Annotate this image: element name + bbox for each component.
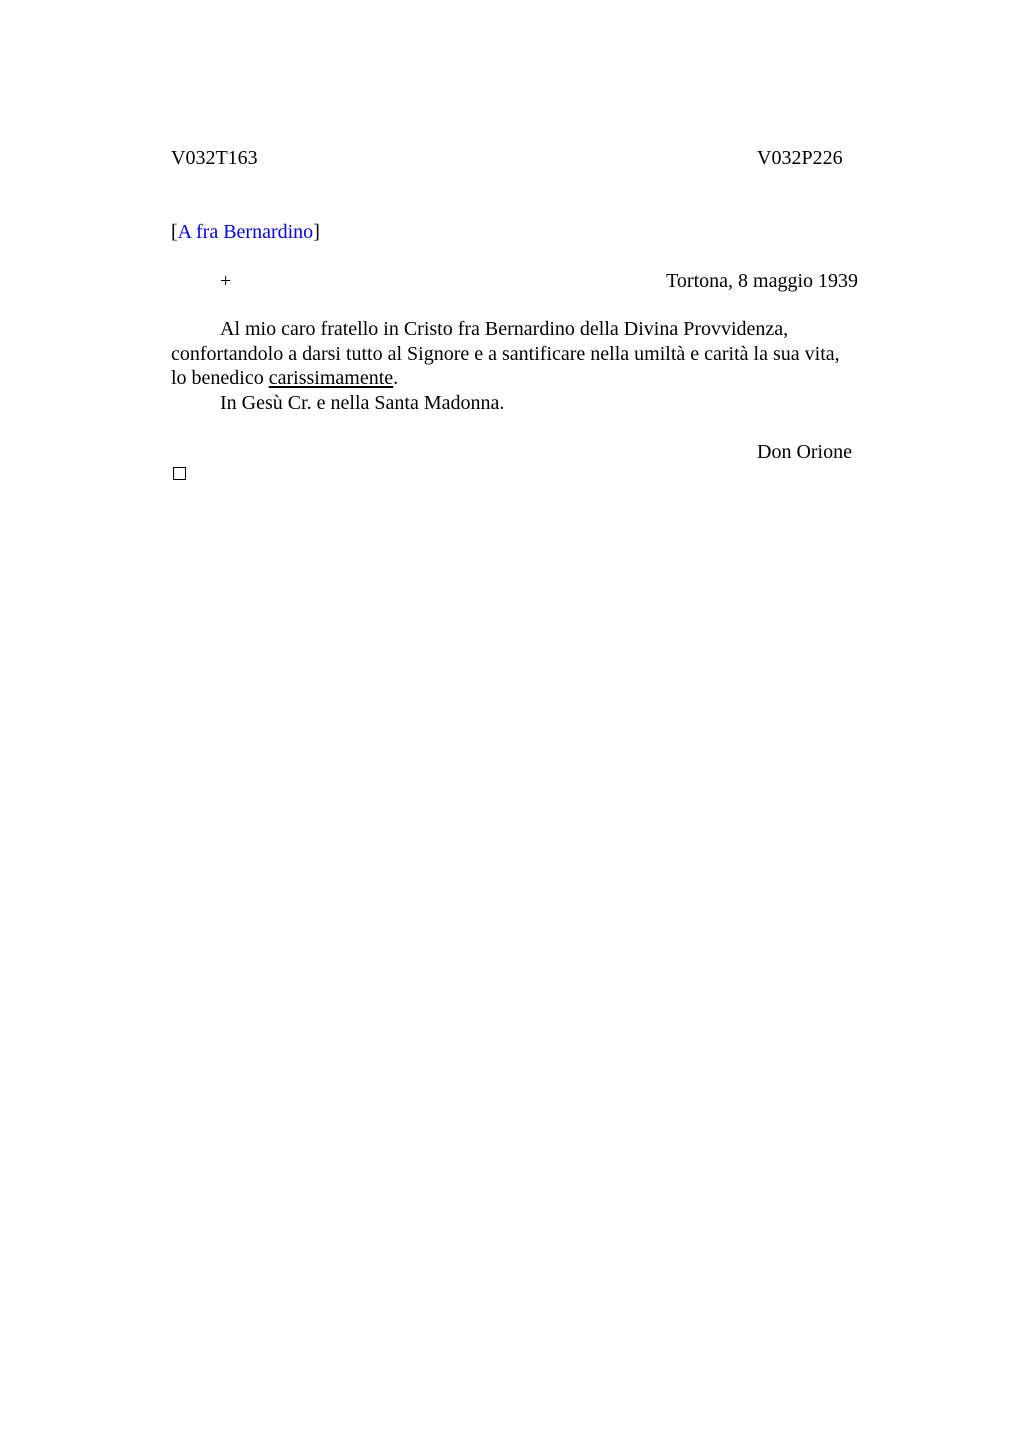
- recipient-link[interactable]: A fra Bernardino: [177, 221, 314, 243]
- body-line: Al mio caro fratello in Cristo fra Bernardino della Divina Provvidenza,: [220, 318, 789, 340]
- document-code-right: V032P226: [757, 147, 843, 169]
- recipient-heading: [171, 220, 320, 244]
- place-date: Tortona, 8 maggio 1939: [666, 270, 858, 292]
- document-code-left: V032T163: [171, 147, 258, 169]
- recipient-close-bracket: ]: [313, 221, 320, 243]
- body-line: In Gesù Cr. e nella Santa Madonna.: [220, 391, 505, 414]
- body-line: [171, 366, 863, 391]
- signature: Don Orione: [757, 441, 852, 463]
- body-text: lo benedico: [171, 367, 269, 389]
- square-outline-icon: [173, 467, 186, 480]
- body-text: .: [393, 367, 399, 389]
- body-line: confortandolo a darsi tutto al Signore e a santificare nella umiltà e carità la sua vita,: [171, 342, 840, 365]
- recipient-open-bracket: [: [171, 221, 178, 243]
- underlined-word: carissimamente: [268, 367, 394, 389]
- letter-body: [171, 317, 863, 415]
- cross-mark: +: [220, 270, 232, 292]
